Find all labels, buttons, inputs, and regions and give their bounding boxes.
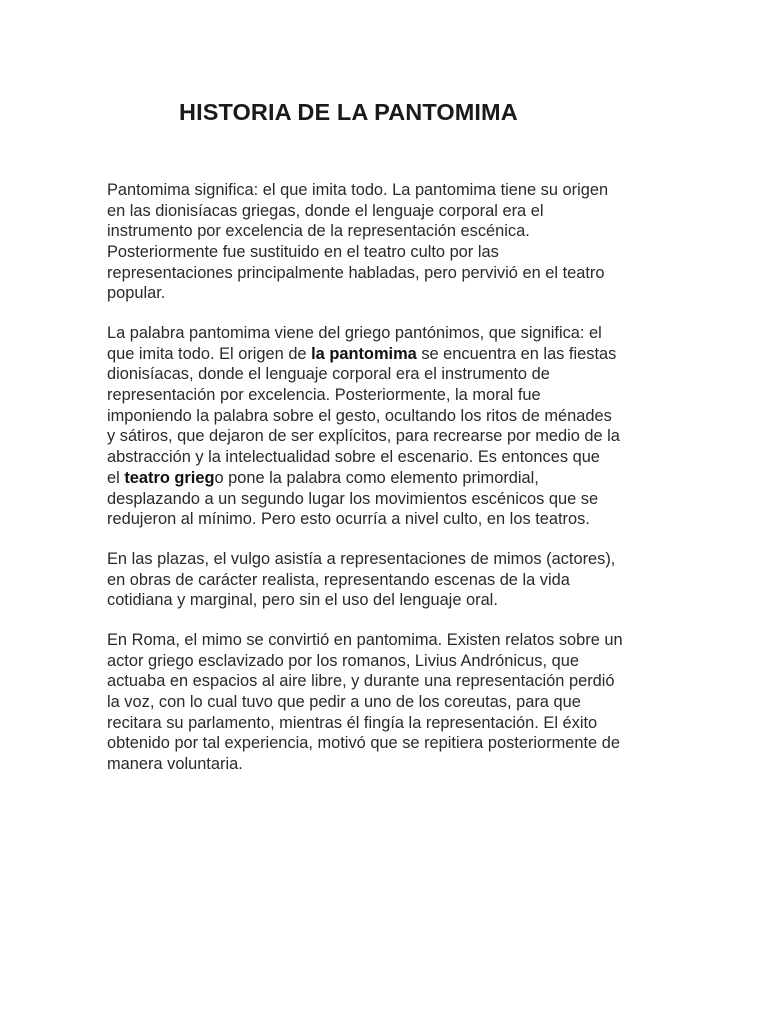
paragraph-line: en las dionisíacas griegas, donde el lenguaje corporal era el [107, 201, 544, 220]
paragraph-line-with-bold [107, 344, 667, 365]
paragraph-line: redujeron al mínimo. Pero esto ocurría a nivel culto, en los teatros. [107, 510, 590, 529]
document-title: HISTORIA DE LA PANTOMIMA [179, 99, 518, 125]
paragraph-line: Pantomima significa: el que imita todo. La pantomima tiene su origen [107, 181, 609, 199]
paragraph-line: actor griego esclavizado por los romanos, Livius Andrónicus, que [107, 651, 579, 670]
bold-term-la-pantomima: la pantomima [311, 344, 417, 363]
text-run: el [107, 468, 125, 487]
paragraph-line: y sátiros, que dejaron de ser explícitos, para recrearse por medio de la [107, 427, 620, 446]
paragraph-1 [107, 180, 667, 304]
text-run: o pone la palabra como elemento primordial, [214, 468, 539, 487]
paragraph-line: representación por excelencia. Posteriormente, la moral fue [107, 386, 541, 405]
paragraph-line-with-bold [107, 468, 667, 489]
paragraph-line: En las plazas, el vulgo asistía a representaciones de mimos (actores), [107, 550, 616, 568]
paragraph-line: La palabra pantomima viene del griego pantónimos, que significa: el [107, 324, 602, 342]
paragraph-line: imponiendo la palabra sobre el gesto, ocultando los ritos de ménades [107, 406, 612, 425]
paragraph-line: desplazando a un segundo lugar los movimientos escénicos que se [107, 489, 599, 508]
paragraph-line: cotidiana y marginal, pero sin el uso del lenguaje oral. [107, 591, 498, 610]
paragraph-line: actuaba en espacios al aire libre, y durante una representación perdió [107, 672, 615, 691]
text-run: que imita todo. El origen de [107, 344, 312, 363]
paragraph-line: la voz, con lo cual tuvo que pedir a uno de los coreutas, para que [107, 693, 581, 712]
paragraph-line: En Roma, el mimo se convirtió en pantomima. Existen relatos sobre un [107, 631, 623, 649]
paragraph-2 [107, 323, 667, 530]
text-run: se encuentra en las fiestas [416, 344, 617, 363]
paragraph-line: obtenido por tal experiencia, motivó que se repitiera posteriormente de [107, 734, 620, 753]
paragraph-line: abstracción y la intelectualidad sobre el escenario. Es entonces que [107, 448, 600, 467]
paragraph-line: en obras de carácter realista, representando escenas de la vida [107, 570, 570, 589]
paragraph-line: representaciones principalmente habladas, pero pervivió en el teatro [107, 263, 605, 282]
paragraph-line: dionisíacas, donde el lenguaje corporal era el instrumento de [107, 365, 550, 384]
paragraph-line: popular. [107, 284, 166, 303]
paragraph-line: recitara su parlamento, mientras él fingía la representación. El éxito [107, 713, 598, 732]
paragraph-3 [107, 549, 667, 611]
paragraph-4 [107, 630, 667, 775]
paragraph-line: manera voluntaria. [107, 755, 243, 774]
paragraph-line: instrumento por excelencia de la representación escénica. [107, 222, 530, 241]
bold-term-teatro-griego: teatro grieg [124, 468, 215, 487]
paragraph-line: Posteriormente fue sustituido en el teatro culto por las [107, 243, 499, 262]
